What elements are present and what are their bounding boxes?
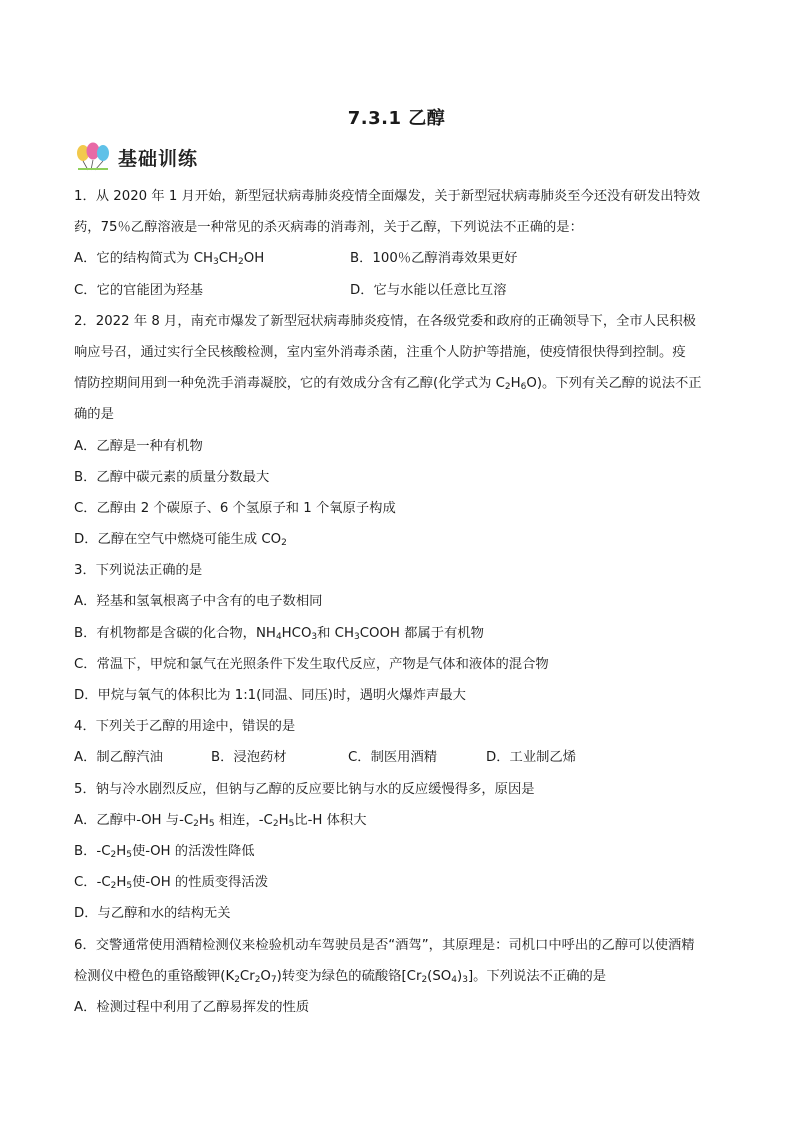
- q4-stem: 4．下列关于乙醇的用途中，错误的是: [74, 719, 296, 735]
- q1-stem-line-2: 药，75％乙醇溶液是一种常见的杀灭病毒的消毒剂，关于乙醇，下列说法不正确的是：: [74, 220, 583, 236]
- q5-option-c: C．$-C_2H_5$使-OH 的性质变得活泼: [74, 875, 269, 892]
- q1-options-row-2: [74, 275, 724, 306]
- section-label: 基础训练: [118, 147, 199, 170]
- q3-option-c: C．常温下，甲烷和氯气在光照条件下发生取代反应，产物是气体和液体的混合物: [74, 656, 549, 672]
- q5-option-b: B．$-C_2H_5$使-OH 的活泼性降低: [74, 843, 255, 860]
- q4-options-row: [74, 742, 724, 773]
- q2-stem-line-1: 2．2022 年 8 月，南充市爆发了新型冠状病毒肺炎疫情，在各级党委和政府的正确领导下，全市人民积极: [74, 313, 696, 329]
- q4-option-d: D．工业制乙烯: [486, 750, 577, 766]
- q5-option-d: D．与乙醇和水的结构无关: [74, 906, 231, 922]
- q2-option-a: A．乙醇是一种有机物: [74, 438, 203, 454]
- question-list: [74, 181, 724, 1023]
- q1-options-row-1: [74, 243, 724, 274]
- q6-stem-line-1: 6．交警通常使用酒精检测仪来检验机动车驾驶员是否“酒驾”，其原理是：司机口中呼出的乙醇可以使酒精: [74, 937, 695, 953]
- q4-option-c: C．制医用酒精: [348, 750, 438, 766]
- q2-option-c: C．乙醇由 2 个碳原子、6 个氢原子和 1 个氧原子构成: [74, 500, 396, 516]
- q2-stem-line-2: 响应号召，通过实行全民核酸检测，室内室外消毒杀菌，注重个人防护等措施，使疫情很快得到控制。疫: [74, 344, 686, 360]
- q3-option-a: A．羟基和氢氧根离子中含有的电子数相同: [74, 594, 323, 610]
- q1-option-d: D．它与水能以任意比互溶: [350, 282, 507, 298]
- q2-stem-line-3: 情防控期间用到一种免洗手消毒凝胶，它的有效成分含有乙醇(化学式为 $C_2H_6O$)。下列有关乙醇的说法不正: [74, 376, 702, 393]
- balloons-icon: [74, 142, 112, 172]
- q2-option-b: B．乙醇中碳元素的质量分数最大: [74, 469, 270, 485]
- q1-option-c: C．它的官能团为羟基: [74, 282, 203, 298]
- q1-stem-line-1: 1．从 2020 年 1 月开始，新型冠状病毒肺炎疫情全面爆发，关于新型冠状病毒肺炎至今还没有研发出特效: [74, 189, 701, 204]
- q5-stem: 5．钠与冷水剧烈反应，但钠与乙醇的反应要比钠与水的反应缓慢得多，原因是: [74, 781, 535, 797]
- q2-option-d: D．乙醇在空气中燃烧可能生成 $CO_2$: [74, 532, 287, 549]
- q3-option-d: D．甲烷与氧气的体积比为 1:1(同温、同压)时，遇明火爆炸声最大: [74, 688, 466, 703]
- q4-option-a: A．制乙醇汽油: [74, 750, 163, 766]
- q1-option-b: B．100％乙醇消毒效果更好: [350, 251, 518, 267]
- q3-option-b: B．有机物都是含碳的化合物，$NH_4HCO_3$和 $CH_3COOH$ 都属于有机物: [74, 625, 484, 642]
- page-title: 7.3.1 乙醇: [347, 108, 446, 129]
- q6-option-a: A．检测过程中利用了乙醇易挥发的性质: [74, 999, 310, 1015]
- section-badge: [74, 142, 198, 172]
- q2-stem-line-4: 确的是: [74, 407, 114, 423]
- q1-option-a: A．它的结构简式为 $CH_3CH_2OH$: [74, 251, 265, 268]
- q5-option-a: A．乙醇中-OH 与$-C_2H_5$ 相连，$-C_2H_5$比-H 体积大: [74, 812, 367, 829]
- q6-stem-line-2: 检测仪中橙色的重铬酸钾$(K_2Cr_2O_7)$转变为绿色的硫酸铬$[Cr_2(SO_4)_3]$。下列说法不正确的是: [74, 968, 607, 985]
- q4-option-b: B．浸泡药材: [211, 750, 287, 766]
- q3-stem: 3．下列说法正确的是: [74, 563, 203, 579]
